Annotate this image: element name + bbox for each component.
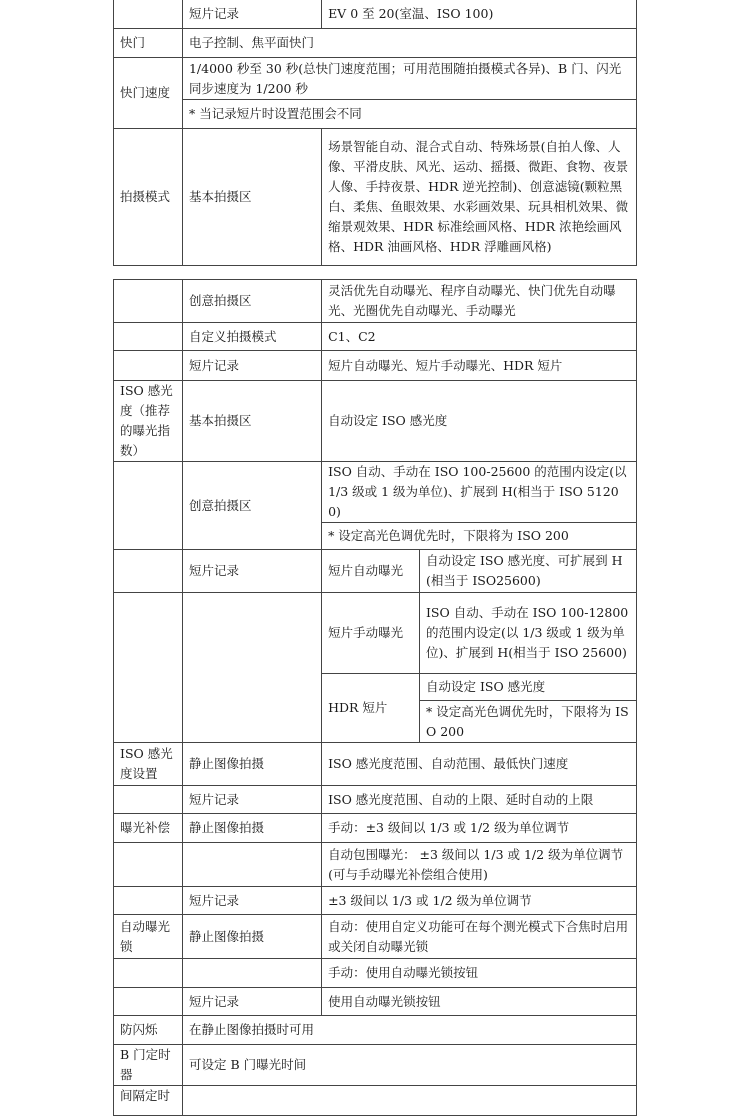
cell: 自动设定 ISO 感光度、可扩展到 H(相当于 ISO25600) (419, 550, 636, 593)
cell: 自动包围曝光： ±3 级间以 1/3 或 1/2 级为单位调节(可与手动曝光补偿组合使用) (322, 843, 637, 887)
cell: 创意拍摄区 (182, 280, 321, 323)
cell: 电子控制、焦平面快门 (182, 29, 636, 58)
cell: 1/4000 秒至 30 秒(总快门速度范围；可用范围随拍摄模式各异)、B 门、闪光同步速度为 1/200 秒 (182, 58, 636, 100)
table-row (114, 58, 637, 100)
cell: ISO 自动、手动在 ISO 100-12800 的范围内设定(以 1/3 级或 1 级为单位)、扩展到 H(相当于 ISO 25600) (419, 593, 636, 674)
row-header: ISO 感光度（推荐的曝光指数） (114, 381, 183, 462)
table-row (114, 29, 637, 58)
spec-table-part-2 (113, 279, 637, 1116)
table-row (114, 351, 637, 381)
table-row (114, 381, 637, 462)
cell: 创意拍摄区 (182, 462, 321, 550)
cell: 自动：使用自定义功能可在每个测光模式下合焦时启用或关闭自动曝光锁 (322, 915, 637, 959)
table-row (114, 129, 637, 266)
table-row (114, 1045, 637, 1086)
table-row (114, 550, 637, 593)
cell: * 设定高光色调优先时，下限将为 ISO 200 (419, 701, 636, 743)
table-row (114, 323, 637, 351)
table-row (114, 786, 637, 814)
spec-table-part-1 (113, 0, 637, 266)
row-header: 自动曝光锁 (114, 915, 183, 959)
table-row (114, 959, 637, 988)
cell: 短片记录 (182, 0, 321, 29)
cell: 基本拍摄区 (182, 381, 321, 462)
cell: 短片自动曝光 (322, 550, 420, 593)
cell: ISO 感光度范围、自动的上限、延时自动的上限 (322, 786, 637, 814)
cell: 基本拍摄区 (182, 129, 321, 266)
cell: 静止图像拍摄 (182, 743, 321, 786)
table-row (114, 988, 637, 1016)
row-header: 防闪烁 (114, 1016, 183, 1045)
cell: * 设定高光色调优先时，下限将为 ISO 200 (322, 523, 637, 550)
cell: 场景智能自动、混合式自动、特殊场景(自拍人像、人像、平滑皮肤、风光、运动、摇摄、微距、食物、夜景人像、手持夜景、HDR 逆光控制)、创意滤镜(颗粒黑白、柔焦、鱼眼效果、水彩画效果、玩具相机效果、微缩景观效果、HDR 标准绘画风格、HDR 浓艳绘画风格、HDR 油画风格、HDR 浮雕画风格) (322, 129, 637, 266)
cell: 自定义拍摄模式 (182, 323, 321, 351)
cell: EV 0 至 20(室温、ISO 100) (322, 0, 637, 29)
cell: 短片自动曝光、短片手动曝光、HDR 短片 (322, 351, 637, 381)
row-header: 快门 (114, 29, 183, 58)
cell: 静止图像拍摄 (182, 915, 321, 959)
table-row (114, 100, 637, 129)
table-row (114, 0, 637, 29)
cell: ISO 自动、手动在 ISO 100-25600 的范围内设定(以 1/3 级或 1 级为单位)、扩展到 H(相当于 ISO 51200) (322, 462, 637, 523)
cell: 短片记录 (182, 550, 321, 593)
table-row (114, 593, 637, 674)
cell: 手动：使用自动曝光锁按钮 (322, 959, 637, 988)
cell: * 当记录短片时设置范围会不同 (182, 100, 636, 129)
cell: 静止图像拍摄 (182, 814, 321, 843)
cell: 使用自动曝光锁按钮 (322, 988, 637, 1016)
table-row (114, 843, 637, 887)
cell: 短片记录 (182, 351, 321, 381)
cell: 自动设定 ISO 感光度 (322, 381, 637, 462)
cell: HDR 短片 (322, 674, 420, 743)
row-header: B 门定时器 (114, 1045, 183, 1086)
table-row (114, 462, 637, 523)
table-row (114, 1086, 637, 1116)
cell: 自动设定 ISO 感光度 (419, 674, 636, 701)
table-row (114, 915, 637, 959)
cell: 短片记录 (182, 786, 321, 814)
cell: 可设定 B 门曝光时间 (182, 1045, 636, 1086)
table-row (114, 1016, 637, 1045)
row-header: 拍摄模式 (114, 129, 183, 266)
table-row (114, 743, 637, 786)
cell: ISO 感光度范围、自动范围、最低快门速度 (322, 743, 637, 786)
cell: 在静止图像拍摄时可用 (182, 1016, 636, 1045)
cell: 灵活优先自动曝光、程序自动曝光、快门优先自动曝光、光圈优先自动曝光、手动曝光 (322, 280, 637, 323)
cell: ±3 级间以 1/3 或 1/2 级为单位调节 (322, 887, 637, 915)
row-header: 曝光补偿 (114, 814, 183, 843)
cell: 手动：±3 级间以 1/3 或 1/2 级为单位调节 (322, 814, 637, 843)
row-header: 快门速度 (114, 58, 183, 129)
table-row (114, 280, 637, 323)
table-row (114, 814, 637, 843)
cell: C1、C2 (322, 323, 637, 351)
row-header: ISO 感光度设置 (114, 743, 183, 786)
cell: 短片记录 (182, 988, 321, 1016)
cell: 短片手动曝光 (322, 593, 420, 674)
row-header: 间隔定时 (114, 1086, 183, 1116)
cell: 短片记录 (182, 887, 321, 915)
table-row (114, 887, 637, 915)
